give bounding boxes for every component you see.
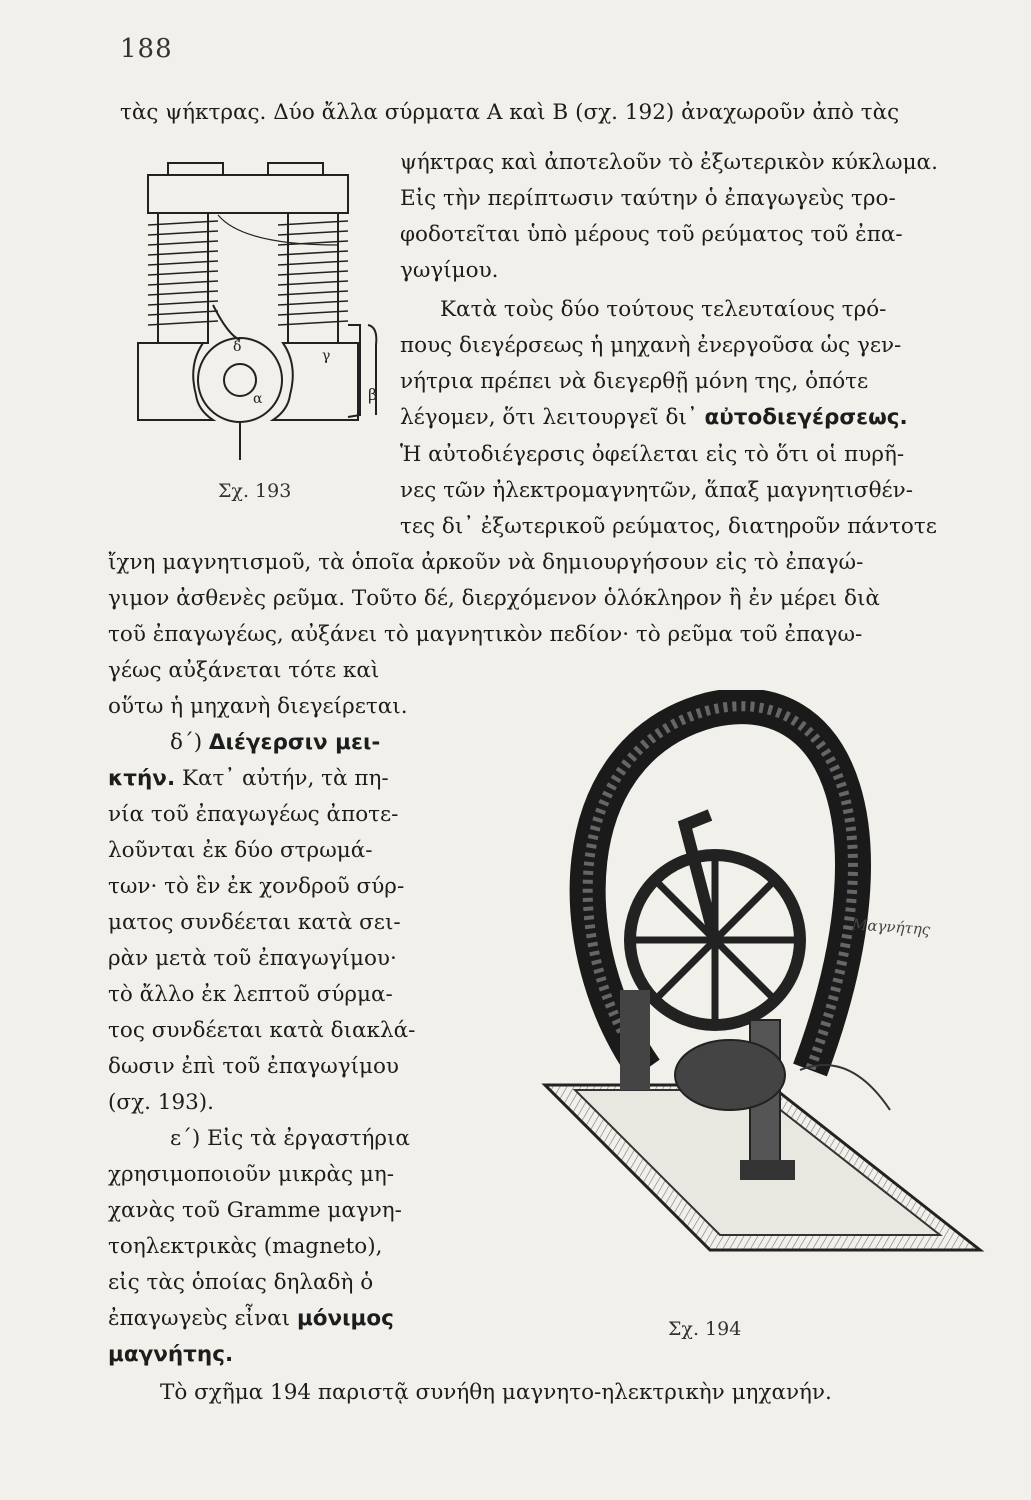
heading-mixed-excitation: Διέγερσιν μει- bbox=[208, 730, 381, 755]
text-line: τες δι᾽ ἐξωτερικοῦ ρεύματος, διατηροῦν πάντοτε bbox=[400, 514, 937, 539]
text-line: οὕτω ἡ μηχανὴ διεγείρεται. bbox=[108, 694, 408, 719]
text-line: τοηλεκτρικὰς (magneto), bbox=[108, 1234, 383, 1259]
text-line: φοδοτεῖται ὑπὸ μέρους τοῦ ρεύματος τοῦ ἐπα- bbox=[400, 222, 903, 247]
text-line: τος συνδέεται κατὰ διακλά- bbox=[108, 1018, 416, 1043]
text-line: πους διεγέρσεως ἡ μηχανὴ ἐνεργοῦσα ὡς γεν- bbox=[400, 333, 902, 358]
text-line: ε΄) Εἰς τὰ ἐργαστήρια bbox=[170, 1126, 410, 1151]
text-line: γιμον ἀσθενὲς ρεῦμα. Τοῦτο δέ, διερχόμενον ὁλόκληρον ἢ ἐν μέρει διὰ bbox=[108, 586, 880, 611]
term-permanent: μόνιμος bbox=[296, 1306, 394, 1331]
heading-mixed-excitation-cont: κτήν. bbox=[108, 766, 176, 791]
text-line: τοῦ ἐπαγωγέως, αὐξάνει τὸ μαγνητικὸν πεδίον· τὸ ρεῦμα τοῦ ἐπαγω- bbox=[108, 622, 863, 647]
text-line bbox=[108, 1304, 394, 1334]
magnet-label: Μαγνήτης bbox=[851, 915, 931, 939]
text-line: Κατὰ τοὺς δύο τούτους τελευταίους τρό- bbox=[440, 297, 887, 322]
text-line: εἰς τὰς ὁποίας δηλαδὴ ὁ bbox=[108, 1270, 374, 1295]
text-line bbox=[108, 764, 389, 794]
page-number: 188 bbox=[120, 34, 173, 64]
text-span: λέγομεν, ὅτι λειτουργεῖ δι᾽ bbox=[400, 405, 705, 430]
label-delta: δ bbox=[233, 339, 242, 355]
text-line: χρησιμοποιοῦν μικρὰς μη- bbox=[108, 1162, 394, 1187]
text-line: γέως αὐξάνεται τότε καὶ bbox=[108, 658, 380, 683]
text-line: δωσιν ἐπὶ τοῦ ἐπαγωγίμου bbox=[108, 1054, 399, 1079]
figure-193-diagram bbox=[118, 155, 383, 485]
text-line: ψήκτρας καὶ ἀποτελοῦν τὸ ἐξωτερικὸν κύκλωμα. bbox=[400, 150, 938, 175]
figure-194-illustration bbox=[470, 690, 990, 1310]
text-line: νία τοῦ ἐπαγωγέως ἀποτε- bbox=[108, 802, 399, 827]
text-line: ματος συνδέεται κατὰ σει- bbox=[108, 910, 401, 935]
term-magnet: μαγνήτης. bbox=[108, 1342, 234, 1367]
text-line: Εἰς τὴν περίπτωσιν ταύτην ὁ ἐπαγωγεὺς τρο- bbox=[400, 186, 896, 211]
text-line: Ἡ αὐτοδιέγερσις ὀφείλεται εἰς τὸ ὅτι οἱ πυρῆ- bbox=[400, 442, 905, 467]
text-line: χανὰς τοῦ Gramme μαγνη- bbox=[108, 1198, 402, 1223]
text-line: νήτρια πρέπει νὰ διεγερθῇ μόνη της, ὁπότε bbox=[400, 369, 869, 394]
text-line: (σχ. 193). bbox=[108, 1090, 215, 1115]
label-beta: β bbox=[368, 385, 378, 404]
yoke-top bbox=[148, 175, 348, 213]
text-line bbox=[400, 403, 908, 433]
figure-193-caption: Σχ. 193 bbox=[218, 480, 292, 502]
text-line: Τὸ σχῆμα 194 παριστᾷ συνήθη μαγνητο-ηλεκτρικὴν μηχανήν. bbox=[160, 1380, 832, 1405]
text-span: δ΄) bbox=[170, 730, 209, 755]
text-line: γωγίμου. bbox=[400, 258, 499, 283]
text-line: των· τὸ ἓν ἐκ χονδροῦ σύρ- bbox=[108, 874, 405, 899]
text-line bbox=[170, 728, 380, 758]
figure-194-caption: Σχ. 194 bbox=[668, 1318, 742, 1340]
pole-shoe-left bbox=[138, 343, 213, 420]
text-span: ἐπαγωγεὺς εἶναι bbox=[108, 1306, 297, 1331]
text-span: Κατ᾽ αὐτήν, τὰ πη- bbox=[175, 766, 389, 791]
text-line: τὰς ψήκτρας. Δύο ἄλλα σύρματα Α καὶ Β (σχ. 192) ἀναχωροῦν ἀπὸ τὰς bbox=[120, 100, 900, 125]
text-line: νες τῶν ἠλεκτρομαγνητῶν, ἅπαξ μαγνητισθέν- bbox=[400, 478, 913, 503]
pole-shoe-right bbox=[273, 343, 358, 420]
text-line: λοῦνται ἐκ δύο στρωμά- bbox=[108, 838, 373, 863]
label-gamma: γ bbox=[322, 348, 331, 364]
term-autoexcitation: αὐτοδιεγέρσεως. bbox=[704, 405, 908, 430]
label-alpha: α bbox=[253, 391, 263, 407]
text-line: τὸ ἄλλο ἐκ λεπτοῦ σύρμα- bbox=[108, 982, 393, 1007]
text-line: ἴχνη μαγνητισμοῦ, τὰ ὁποῖα ἀρκοῦν νὰ δημιουργήσουν εἰς τὸ ἐπαγώ- bbox=[108, 550, 864, 575]
text-line: ρὰν μετὰ τοῦ ἐπαγωγίμου· bbox=[108, 946, 397, 971]
